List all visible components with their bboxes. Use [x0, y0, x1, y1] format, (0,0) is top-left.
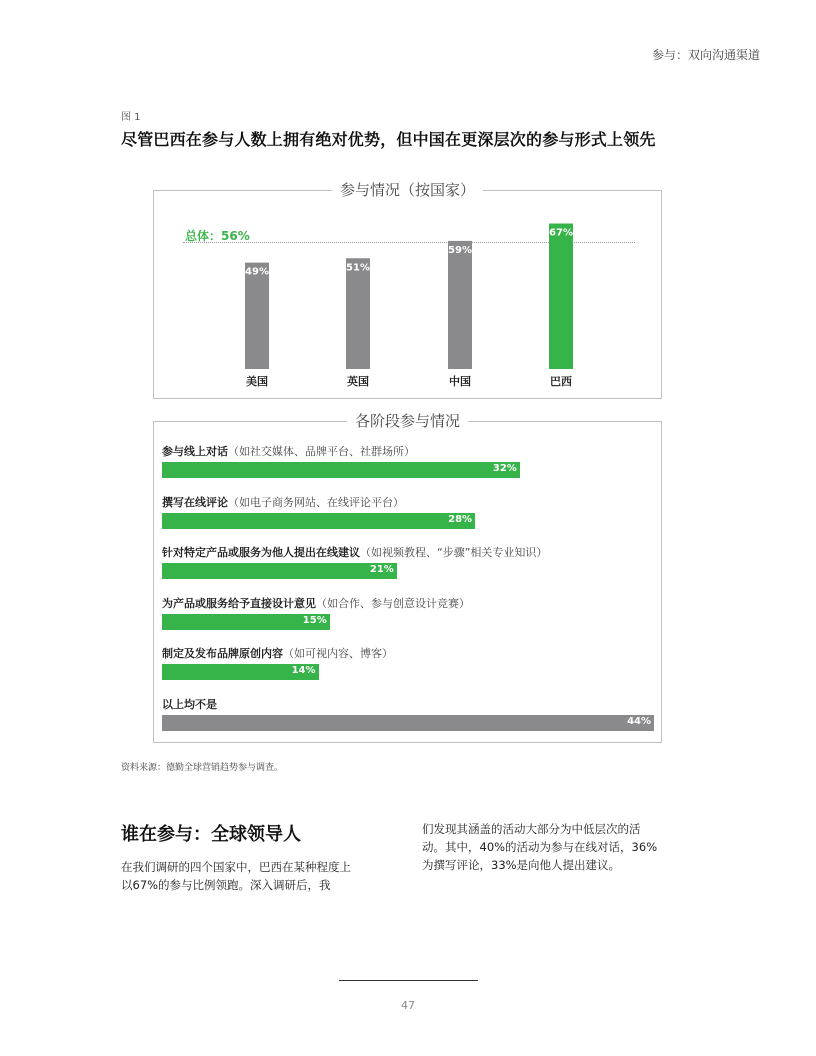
stage-label-detail: （如社交媒体、品牌平台、社群场所）	[228, 445, 415, 458]
stage-chart-title: 各阶段参与情况	[347, 412, 468, 430]
stage-bar	[162, 614, 330, 630]
country-bar-value: 59%	[448, 244, 472, 256]
stage-label-detail: （如合作、参与创意设计竞赛）	[316, 596, 470, 610]
stage-bar	[162, 563, 397, 579]
stage-label	[162, 645, 393, 661]
figure-label: 图 1	[121, 112, 141, 123]
body-paragraph-left: 在我们调研的四个国家中，巴西在某种程度上以67%的参与比例领跑。深入调研后，我	[121, 860, 351, 892]
country-chart-title: 参与情况（按国家）	[332, 181, 483, 199]
stage-label-bold: 针对特定产品或服务为他人提出在线建议	[162, 546, 360, 559]
country-bar	[346, 258, 370, 369]
stage-label-bold: 制定及发布品牌原创内容	[162, 647, 283, 660]
stage-bar	[162, 513, 475, 529]
stage-label-bold: 以上均不是	[162, 697, 217, 711]
stage-bar	[162, 715, 654, 731]
country-bar	[245, 263, 269, 369]
stage-label	[162, 443, 415, 459]
stage-bar-value: 21%	[369, 564, 394, 575]
stage-bar	[162, 462, 520, 478]
country-category-label: 美国	[246, 375, 268, 388]
running-header: 参与：双向沟通渠道	[651, 48, 760, 62]
stage-bar-value: 14%	[291, 665, 316, 676]
figure-title: 尽管巴西在参与人数上拥有绝对优势，但中国在更深层次的参与形式上领先	[121, 130, 656, 149]
country-chart-plot	[154, 191, 663, 400]
page-number: 47	[401, 999, 415, 1012]
stage-label-detail: （如可视内容、博客）	[283, 647, 393, 660]
country-category-label: 英国	[347, 375, 369, 388]
stage-label	[162, 696, 217, 712]
country-bar-value: 49%	[245, 266, 269, 278]
overall-reference-label: 总体：56%	[185, 229, 250, 243]
stage-label	[162, 544, 547, 560]
country-bar-value: 51%	[346, 262, 370, 274]
stage-bar-value: 44%	[627, 715, 651, 727]
section-title: 谁在参与：全球领导人	[121, 824, 301, 845]
stage-label-bold: 撰写在线评论	[162, 495, 228, 509]
stage-label	[162, 494, 404, 510]
source-note: 资料来源：德勤全球营销趋势参与调查。	[121, 763, 284, 773]
stage-bar-value: 15%	[302, 614, 327, 626]
stage-label-bold: 参与线上对话	[162, 445, 228, 458]
country-bar	[549, 224, 573, 369]
stage-bar-value: 28%	[448, 513, 473, 525]
country-category-label: 巴西	[550, 375, 572, 388]
country-chart	[153, 181, 662, 399]
stage-bar-value: 32%	[492, 463, 517, 474]
stage-label	[162, 595, 470, 611]
stage-chart	[153, 412, 662, 743]
country-bar-value: 67%	[549, 227, 573, 239]
stage-label-detail: （如视频教程、“步骤”相关专业知识）	[360, 546, 548, 559]
country-category-label: 中国	[449, 375, 471, 388]
stage-label-detail: （如电子商务网站、在线评论平台）	[228, 495, 404, 509]
stage-bar	[162, 664, 319, 680]
country-bar	[448, 241, 472, 369]
stage-label-bold: 为产品或服务给予直接设计意见	[162, 596, 316, 610]
body-paragraph-right: 们发现其涵盖的活动大部分为中低层次的活动。其中，40%的活动为参与在线对话，36%为撰写评论，33%是向他人提出建议。	[422, 822, 658, 872]
footer-divider	[339, 980, 478, 981]
